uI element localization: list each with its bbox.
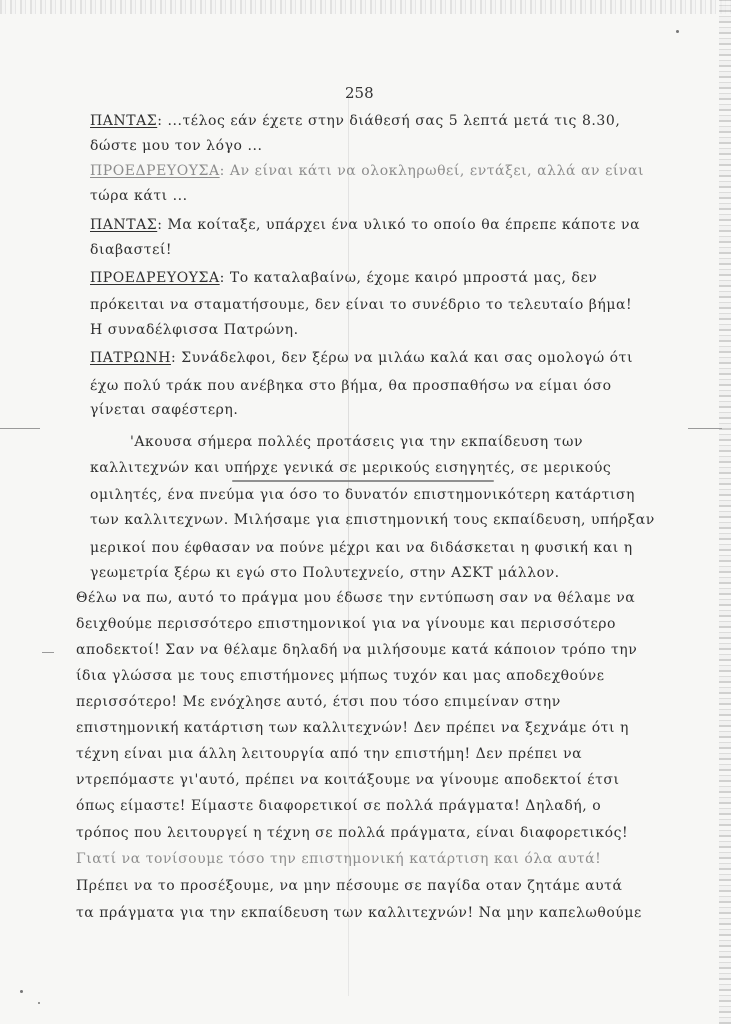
speech-line <box>90 138 262 154</box>
speech-line <box>90 270 597 286</box>
line-text: ομιλητές, ένα πνεύμα για όσο το δυνατόν επιστημονικότερη κατάρτιση <box>90 487 635 503</box>
speaker-name: ΠΑΤΡΩΝΗ <box>90 350 171 366</box>
line-text: τα πράγματα για την εκπαίδευση των καλλιτεχνών! Να μην καπελωθούμε <box>76 905 642 921</box>
line-text: : ...τέλος εάν έχετε στην διάθεσή σας 5 λεπτά μετά τις 8.30, <box>157 113 621 129</box>
line-text: γίνεται σαφέστερη. <box>90 402 239 418</box>
speaker-name: ΠΑΝΤΑΣ <box>90 113 158 129</box>
margin-mark <box>688 428 722 429</box>
line-text: 'Ακουσα σήμερα πολλές προτάσεις για την εκπαίδευση των <box>130 434 584 450</box>
line-text: Θέλω να πω, αυτό το πράγμα μου έδωσε την εντύπωση σαν να θέλαμε να <box>76 590 636 606</box>
scan-noise-top <box>0 0 731 14</box>
speech-line <box>90 487 635 503</box>
line-text: : Αν είναι κάτι να ολοκληρωθεί, εντάξει, αλλά αν είναι <box>219 163 645 179</box>
margin-mark <box>0 428 40 429</box>
line-text: ίδια γλώσσα με τους επιστήμονες μήπως τυχόν και μας αποδεχθούνε <box>76 668 605 684</box>
margin-mark <box>42 652 54 653</box>
line-text: Γιατί να τονίσουμε τόσο την επιστημονική κατάρτιση και όλα αυτά! <box>76 851 602 867</box>
line-text: των καλλιτεχνων. Μιλήσαμε για επιστημονική τους εκπαίδευση, υπήρξαν <box>90 512 655 528</box>
speech-line <box>76 590 635 606</box>
speech-line <box>76 616 616 632</box>
pen-underline <box>232 480 494 482</box>
speech-line <box>90 242 172 258</box>
line-text: πρόκειται να σταματήσουμε, δεν είναι το συνέδριο το τελευταίο βήμα! <box>90 297 633 313</box>
line-text: δειχθούμε περισσότερο επιστημονικοί για να γίνουμε και περισσότερο <box>76 616 617 632</box>
speech-line <box>76 772 620 788</box>
speech-line <box>90 297 632 313</box>
line-text: έχω πολύ τράκ που ανέβηκα στο βήμα, θα προσπαθήσω να είμαι όσο <box>90 378 612 394</box>
scan-edge-right <box>719 0 731 1024</box>
line-text: : Το καταλαβαίνω, έχομε καιρό μπροστά μας, δεν <box>219 270 598 286</box>
line-text: : Μα κοίταξε, υπάρχει ένα υλικό το οποίο θα έπρεπε κάποτε να <box>157 217 641 233</box>
line-text: όπως είμαστε! Είμαστε διαφορετικοί σε πολλά πράγματα! Δηλαδή, ο <box>76 798 602 814</box>
speech-line <box>76 694 561 710</box>
line-text: μερικοί που έφθασαν να πούνε μέχρι και να διδάσκεται η φυσική και η <box>90 540 633 556</box>
speck <box>676 30 679 33</box>
page-number: 258 <box>345 84 374 102</box>
speech-line <box>76 851 601 867</box>
line-text: τέχνη είναι μια άλλη λειτουργία από την επιστήμη! Δεν πρέπει να <box>76 746 583 762</box>
speech-line <box>90 113 620 129</box>
speech-line <box>90 217 640 233</box>
speech-line <box>76 798 601 814</box>
line-text: Η συναδέλφισσα Πατρώνη. <box>90 322 299 338</box>
line-text: επιστημονική κατάρτιση των καλλιτεχνών! Δεν πρέπει να ξεχνάμε ότι η <box>76 720 629 736</box>
speech-line <box>90 163 644 179</box>
line-text: ντρεπόμαστε γι'αυτό, πρέπει να κοιτάξουμε να γίνουμε αποδεκτοί έτσι <box>76 772 620 788</box>
line-text: τώρα κάτι ... <box>90 188 188 204</box>
speech-line <box>76 825 628 841</box>
speech-line <box>76 746 582 762</box>
speech-line <box>90 350 633 366</box>
line-text: : Συνάδελφοι, δεν ξέρω να μιλάω καλά και σας ομολογώ ότι <box>171 350 633 366</box>
speech-line <box>90 188 188 204</box>
speaker-name: ΠΡΟΕΔΡΕΥΟΥΣΑ <box>90 163 220 179</box>
speech-line <box>130 434 583 450</box>
speech-line <box>76 642 637 658</box>
speaker-name: ΠΡΟΕΔΡΕΥΟΥΣΑ <box>90 270 220 286</box>
line-text: τρόπος που λειτουργεί η τέχνη σε πολλά πράγματα, είναι διαφορετικός! <box>76 825 629 841</box>
line-text: καλλιτεχνών και υπήρχε γενικά σε μερικούς εισηγητές, σε μερικούς <box>90 460 612 476</box>
speck <box>38 1002 40 1004</box>
speaker-name: ΠΑΝΤΑΣ <box>90 217 158 233</box>
line-text: αποδεκτοί! Σαν να θέλαμε δηλαδή να μιλήσουμε κατά κάποιον τρόπο την <box>76 642 638 658</box>
line-text: περισσότερο! Με ενόχλησε αυτό, έτσι που τόσο επιμείναν στην <box>76 694 561 710</box>
speech-line <box>76 905 642 921</box>
speech-line <box>90 378 612 394</box>
line-text: γεωμετρία ξέρω κι εγώ στο Πολυτεχνείο, στην ΑΣΚΤ μάλλον. <box>90 565 560 581</box>
speech-line <box>90 460 611 476</box>
speech-line <box>90 512 655 528</box>
line-text: Πρέπει να το προσέξουμε, να μην πέσουμε σε παγίδα οταν ζητάμε αυτά <box>76 878 623 894</box>
speech-line <box>90 402 238 418</box>
speech-line <box>90 540 633 556</box>
speech-line <box>76 878 622 894</box>
speech-line <box>76 668 605 684</box>
line-text: διαβαστεί! <box>90 242 173 258</box>
speech-line <box>76 720 629 736</box>
line-text: δώστε μου τον λόγο ... <box>90 138 263 154</box>
speech-line <box>90 565 560 581</box>
speck <box>20 990 23 993</box>
speech-line <box>90 322 299 338</box>
